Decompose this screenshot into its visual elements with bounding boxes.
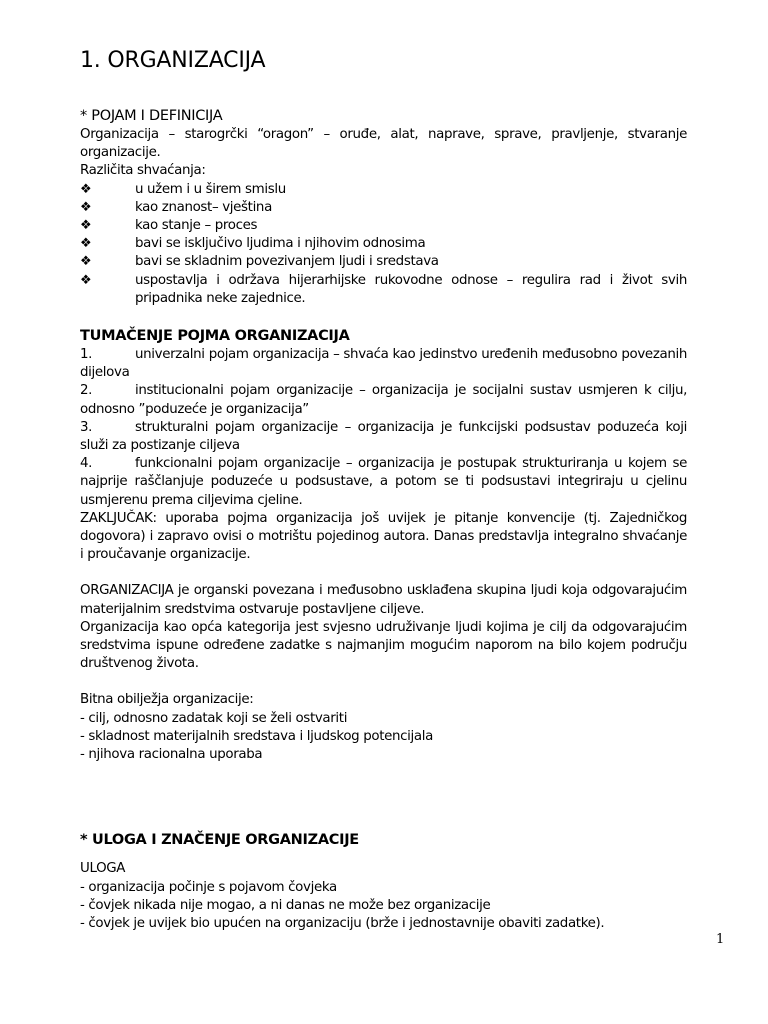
list-item (80, 199, 687, 217)
definition-paragraph: Organizacija – starogrčki “oragon” – oruđe, alat, naprave, sprave, pravljenje, stvaranje organizacije. (80, 127, 687, 161)
document-page (80, 44, 687, 933)
numbered-list (80, 346, 687, 510)
numbered-item (80, 346, 687, 382)
organization-definition-paragraph: ORGANIZACIJA je organski povezana i međusobno usklađena skupina ljudi koja odgovarajućim materijalnim sredstvima ostvaruje postavljene ciljeve. (80, 583, 687, 617)
item-number: 2. (80, 383, 93, 399)
role-line: - organizacija počinje s pojavom čovjeka (80, 879, 337, 895)
list-item-text: bavi se skladnim povezivanjem ljudi i sredstava (135, 254, 439, 270)
item-text: institucionalni pojam organizacije – organizacija je socijalni sustav usmjeren k cilju, odnosno ”poduzeće je organizacija” (80, 383, 687, 417)
list-label: Različita shvaćanja: (80, 163, 206, 179)
list-item (80, 272, 687, 308)
page-title: 1. ORGANIZACIJA (80, 48, 266, 73)
item-number: 4. (80, 456, 93, 472)
list-item-text: u užem i u širem smislu (135, 181, 286, 197)
item-text: funkcionalni pojam organizacije – organizacija je postupak strukturiranja u kojem se najprije raščlanjuje poduzeće u podsustave, a potom se ti podsustavi integriraju u cjelinu usmjerenu prema ciljevima cjeline. (80, 456, 687, 508)
role-line: - čovjek je uvijek bio upućen na organizaciju (brže i jednostavnije obaviti zadatke). (80, 915, 605, 931)
item-text: univerzalni pojam organizacija – shvaća kao jedinstvo uređenih međusobno povezanih dijelova (80, 347, 687, 381)
subheading-uloga: ULOGA (80, 861, 126, 877)
list-item-text: bavi se isključivo ljudima i njihovim odnosima (135, 236, 426, 252)
numbered-item (80, 419, 687, 455)
diamond-bullet-icon: ❖ (80, 236, 92, 252)
list-item-text: uspostavlja i održava hijerarhijske rukovodne odnose – regulira rad i život svih pripadnika neke zajednice. (135, 272, 687, 306)
general-category-paragraph: Organizacija kao opća kategorija jest svjesno udruživanje ljudi kojima je cilj da odgovarajućim sredstvima ispune određene zadatke s najmanjim mogućim naporom na bilo kojem području društvenog života. (80, 619, 687, 672)
numbered-item (80, 382, 687, 418)
diamond-bullet-icon: ❖ (80, 272, 92, 288)
list-item (80, 235, 687, 253)
list-item-text: kao znanost– vještina (135, 199, 272, 215)
list-item (80, 217, 687, 235)
diamond-bullet-icon: ❖ (80, 199, 92, 215)
feature-line: - cilj, odnosno zadatak koji se želi ostvariti (80, 710, 348, 726)
item-text: strukturalni pojam organizacije – organizacija je funkcijski podsustav poduzeća koji služi za postizanje ciljeva (80, 419, 687, 454)
diamond-bullet-icon: ❖ (80, 254, 92, 270)
page-number: 1 (716, 932, 725, 947)
list-item-text: kao stanje – proces (135, 218, 258, 234)
conclusion-paragraph: ZAKLJUČAK: uporaba pojma organizacija još uvijek je pitanje konvencije (tj. Zajedničkog dogovora) i zapravo ovisi o motrištu pojedinog autora. Danas predstavlja integralno shvaćanje i proučavanje organizacije. (80, 510, 687, 563)
diamond-bullet-icon: ❖ (80, 218, 92, 234)
feature-line: - njihova racionalna uporaba (80, 747, 263, 763)
feature-line: - skladnost materijalnih sredstava i ljudskog potencijala (80, 728, 433, 744)
list-item (80, 181, 687, 199)
numbered-item (80, 455, 687, 510)
item-number: 3. (80, 419, 93, 435)
features-label: Bitna obilježja organizacije: (80, 692, 254, 708)
section-heading-uloga: * ULOGA I ZNAČENJE ORGANIZACIJE (80, 832, 359, 849)
diamond-bullet-icon: ❖ (80, 181, 92, 197)
role-line: - čovjek nikada nije mogao, a ni danas ne može bez organizacije (80, 897, 491, 913)
item-number: 1. (80, 347, 93, 363)
bullet-list (80, 181, 687, 308)
list-item (80, 253, 687, 271)
section-heading-tumacenje: TUMAČENJE POJMA ORGANIZACIJA (80, 328, 350, 345)
section-heading-pojam: * POJAM I DEFINICIJA (80, 108, 223, 124)
